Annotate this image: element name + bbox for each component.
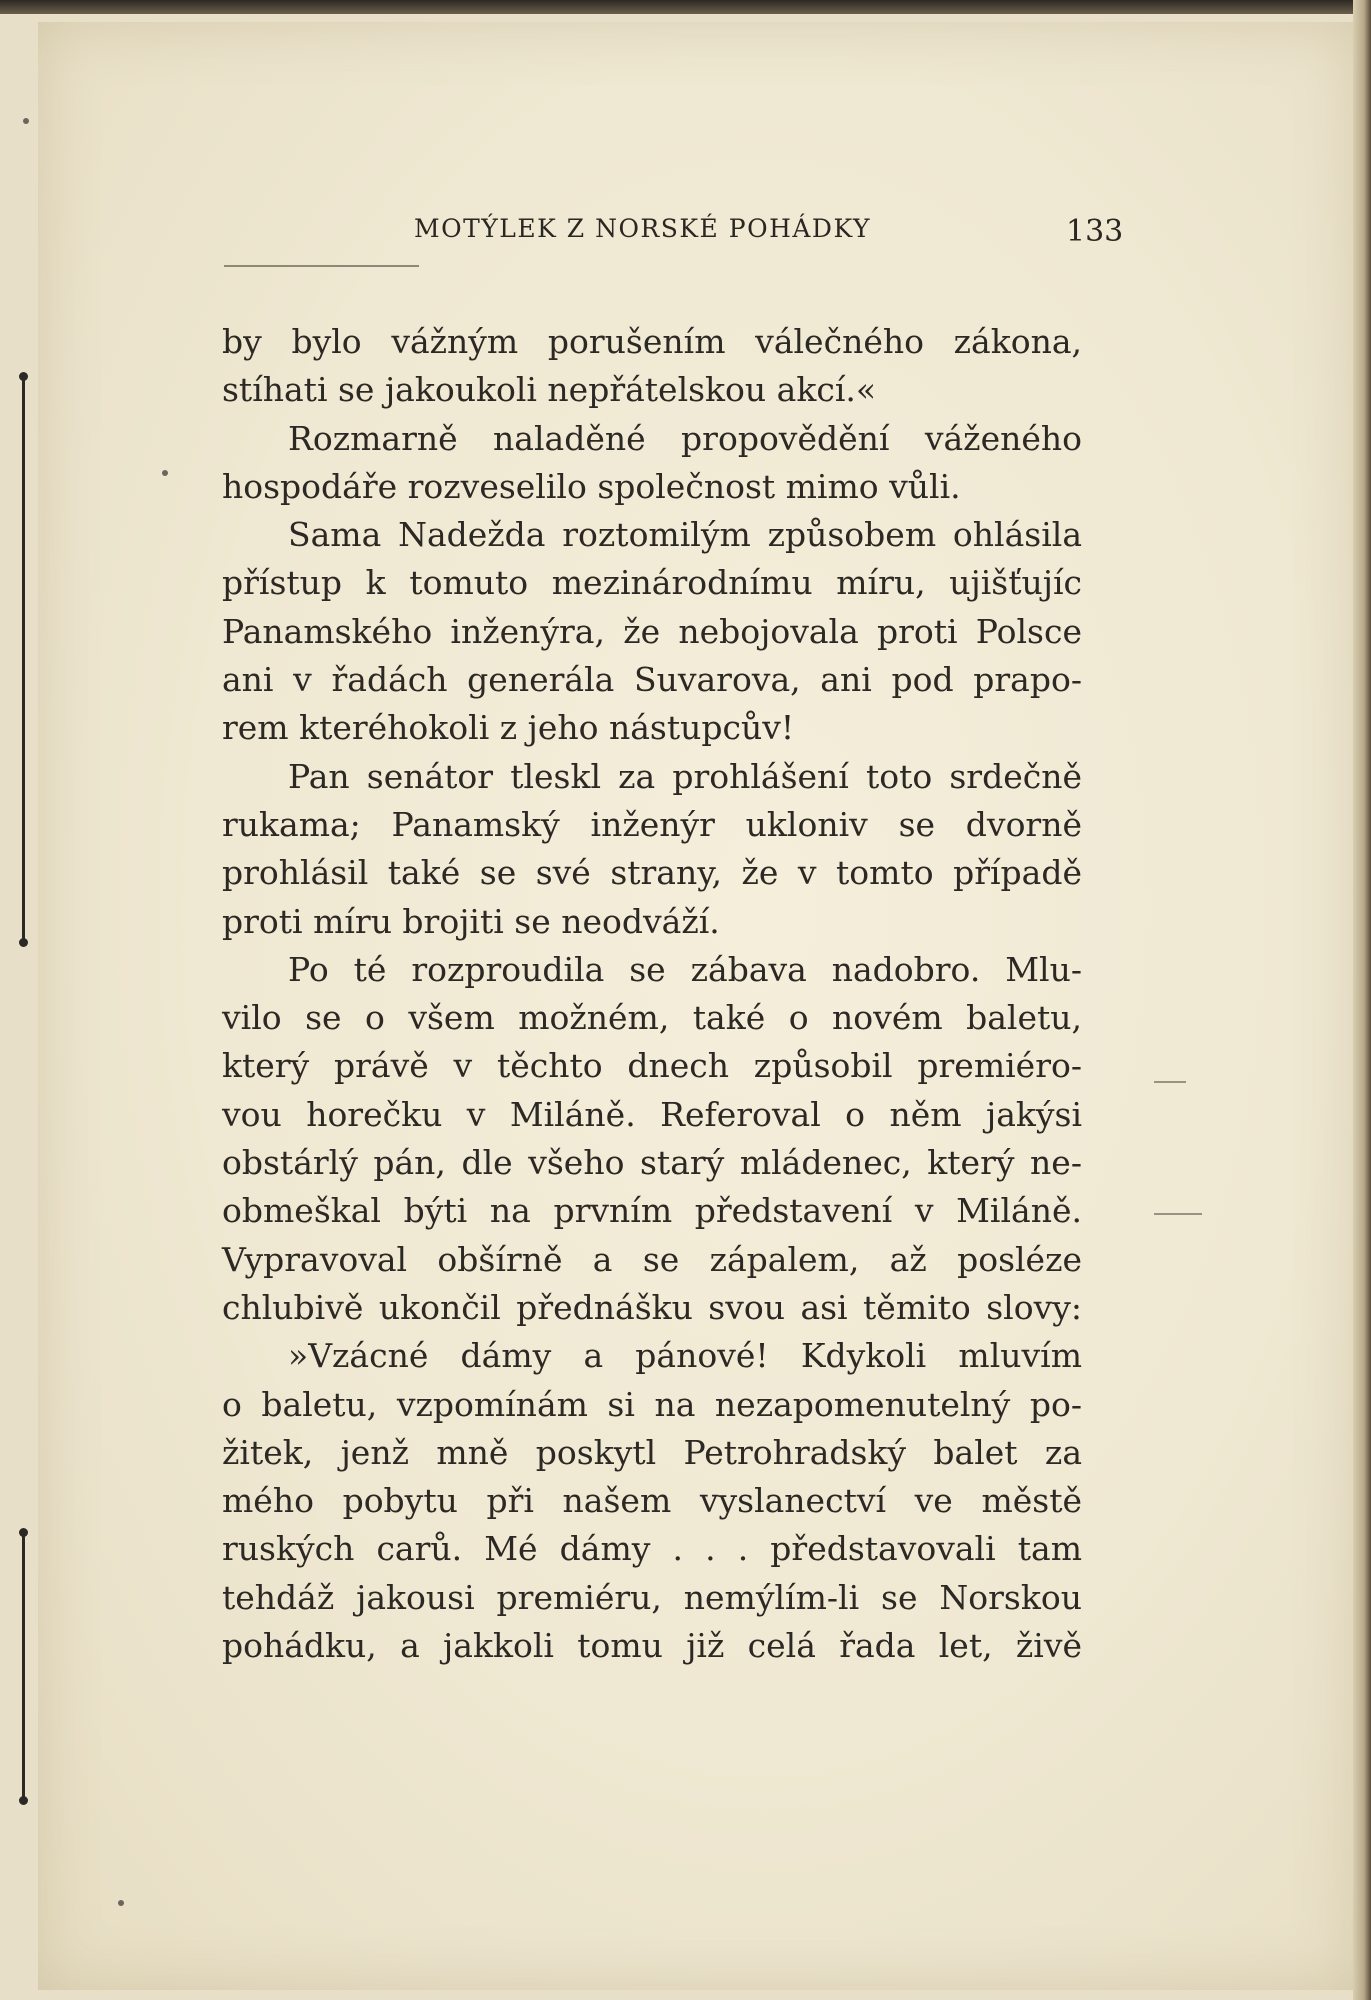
header-rule	[224, 265, 419, 267]
text-line: Rozmarně naladěné propovědění váženého	[288, 418, 1082, 458]
text-line: o baletu, vzpomínám si na nezapomenutelný po-	[222, 1384, 1082, 1424]
page-number: 133	[1066, 214, 1124, 249]
page-right-edge	[1353, 0, 1371, 2000]
text-line: hospodáře rozveselilo společnost mimo vůli.	[222, 466, 961, 506]
margin-speck	[162, 470, 168, 476]
binding-knot-upper-top	[19, 372, 28, 381]
text-line: ruských carů. Mé dámy . . . představovali tam	[222, 1529, 1082, 1569]
text-line: vou horečku v Miláně. Referoval o něm jakýsi	[222, 1094, 1082, 1134]
text-line: mého pobytu při našem vyslanectví ve městě	[222, 1481, 1082, 1521]
text-line: Pan senátor tleskl za prohlášení toto srdečně	[288, 756, 1082, 796]
margin-pencil-mark	[1154, 1213, 1202, 1215]
text-line: rukama; Panamský inženýr ukloniv se dvorně	[222, 804, 1082, 844]
text-line: pohádku, a jakkoli tomu již celá řada let, živě	[222, 1626, 1082, 1666]
text-line: vilo se o všem možném, také o novém baletu,	[222, 998, 1082, 1038]
text-line: stíhati se jakoukoli nepřátelskou akcí.«	[222, 370, 877, 410]
text-line: Vypravoval obšírně a se zápalem, až posléze	[222, 1239, 1082, 1279]
text-line: který právě v těchto dnech způsobil premiéro-	[222, 1046, 1082, 1086]
body-text	[222, 318, 1082, 1670]
text-line: »Vzácné dámy a pánové! Kdykoli mluvím	[288, 1336, 1082, 1376]
text-line: chlubivě ukončil přednášku svou asi těmito slovy:	[222, 1287, 1082, 1327]
text-line: žitek, jenž mně poskytl Petrohradský balet za	[222, 1432, 1082, 1472]
binding-thread-lower	[22, 1535, 25, 1800]
text-line: přístup k tomuto mezinárodnímu míru, ujišťujíc	[222, 563, 1082, 603]
running-title: MOTÝLEK Z NORSKÉ POHÁDKY	[414, 214, 871, 243]
text-line: obmeškal býti na prvním představení v Miláně.	[222, 1191, 1082, 1231]
binding-knot-lower-bottom	[19, 1796, 28, 1805]
text-line: Sama Nadežda roztomilým způsobem ohlásila	[288, 515, 1082, 555]
text-line: ani v řadách generála Suvarova, ani pod prapo-	[222, 660, 1082, 700]
text-line: proti míru brojiti se neodváží.	[222, 901, 720, 941]
margin-pencil-mark	[1154, 1081, 1186, 1083]
text-line: tehdáž jakousi premiéru, nemýlím-li se Norskou	[222, 1577, 1082, 1617]
binding-knot-lower-top	[19, 1528, 28, 1537]
running-header	[224, 208, 1124, 258]
text-line: by bylo vážným porušením válečného zákona,	[222, 322, 1082, 361]
text-line: Po té rozproudila se zábava nadobro. Mlu-	[288, 949, 1082, 989]
text-line: Panamského inženýra, že nebojovala proti Polsce	[222, 611, 1082, 651]
text-line: rem kteréhokoli z jeho nástupcův!	[222, 708, 795, 748]
margin-speck	[23, 118, 29, 124]
binding-knot-upper-bottom	[19, 938, 28, 947]
margin-speck	[118, 1900, 124, 1906]
text-line: prohlásil také se své strany, že v tomto případě	[222, 853, 1082, 893]
text-line: obstárlý pán, dle všeho starý mládenec, který ne-	[222, 1143, 1082, 1183]
scan-top-edge	[0, 0, 1371, 14]
binding-thread-upper	[22, 380, 25, 940]
